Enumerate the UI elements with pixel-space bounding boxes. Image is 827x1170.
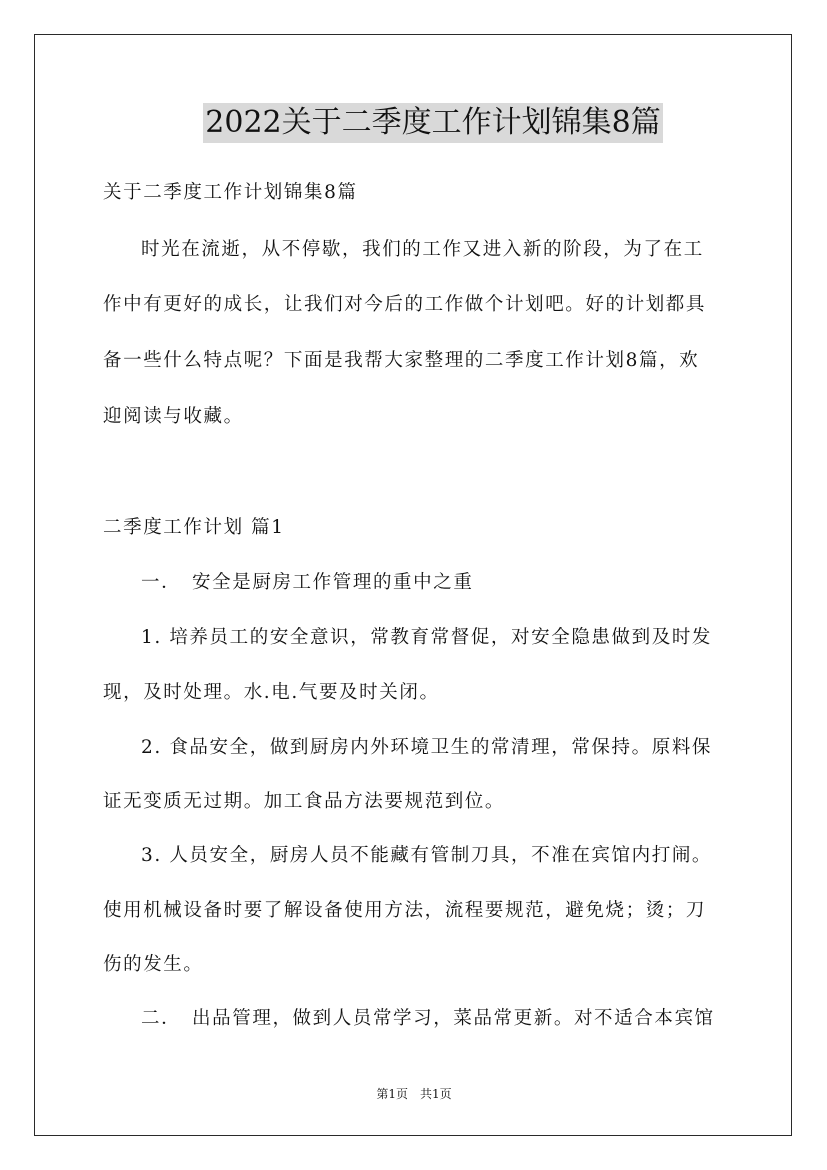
paragraph-line: 1. 培养员工的安全意识，常教育常督促，对安全隐患做到及时发 [141, 627, 713, 648]
paragraph-line: 使用机械设备时要了解设备使用方法，流程要规范，避免烧；烫；刀 [103, 900, 707, 921]
paragraph-line: 伤的发生。 [103, 954, 204, 975]
document-title: 2022关于二季度工作计划锦集8篇 [203, 103, 662, 143]
paragraph-line: 3. 人员安全，厨房人员不能藏有管制刀具，不准在宾馆内打闹。 [141, 845, 713, 866]
paragraph-line: 备一些什么特点呢？下面是我帮大家整理的二季度工作计划8篇，欢 [103, 350, 700, 371]
section-heading: 二季度工作计划 篇1 [103, 517, 285, 538]
paragraph-line: 时光在流逝，从不停歇，我们的工作又进入新的阶段，为了在工 [141, 239, 704, 260]
paragraph-line: 证无变质无过期。加工食品方法要规范到位。 [103, 791, 506, 812]
paragraph-line: 现，及时处理。水.电.气要及时关闭。 [103, 682, 440, 703]
document-page [34, 34, 792, 1136]
paragraph-line: 作中有更好的成长，让我们对今后的工作做个计划吧。好的计划都具 [103, 294, 707, 315]
paragraph-line: 迎阅读与收藏。 [103, 406, 244, 427]
section-item-heading: 一． 安全是厨房工作管理的重中之重 [141, 572, 474, 593]
page-footer: 第1页 共1页 [376, 1087, 452, 1101]
section-item-heading: 二． 出品管理，做到人员常学习，菜品常更新。对不适合本宾馆 [141, 1008, 715, 1029]
title-container [103, 103, 763, 143]
subtitle-line: 关于二季度工作计划锦集8篇 [103, 182, 358, 203]
paragraph-line: 2. 食品安全，做到厨房内外环境卫生的常清理，常保持。原料保 [141, 737, 713, 758]
